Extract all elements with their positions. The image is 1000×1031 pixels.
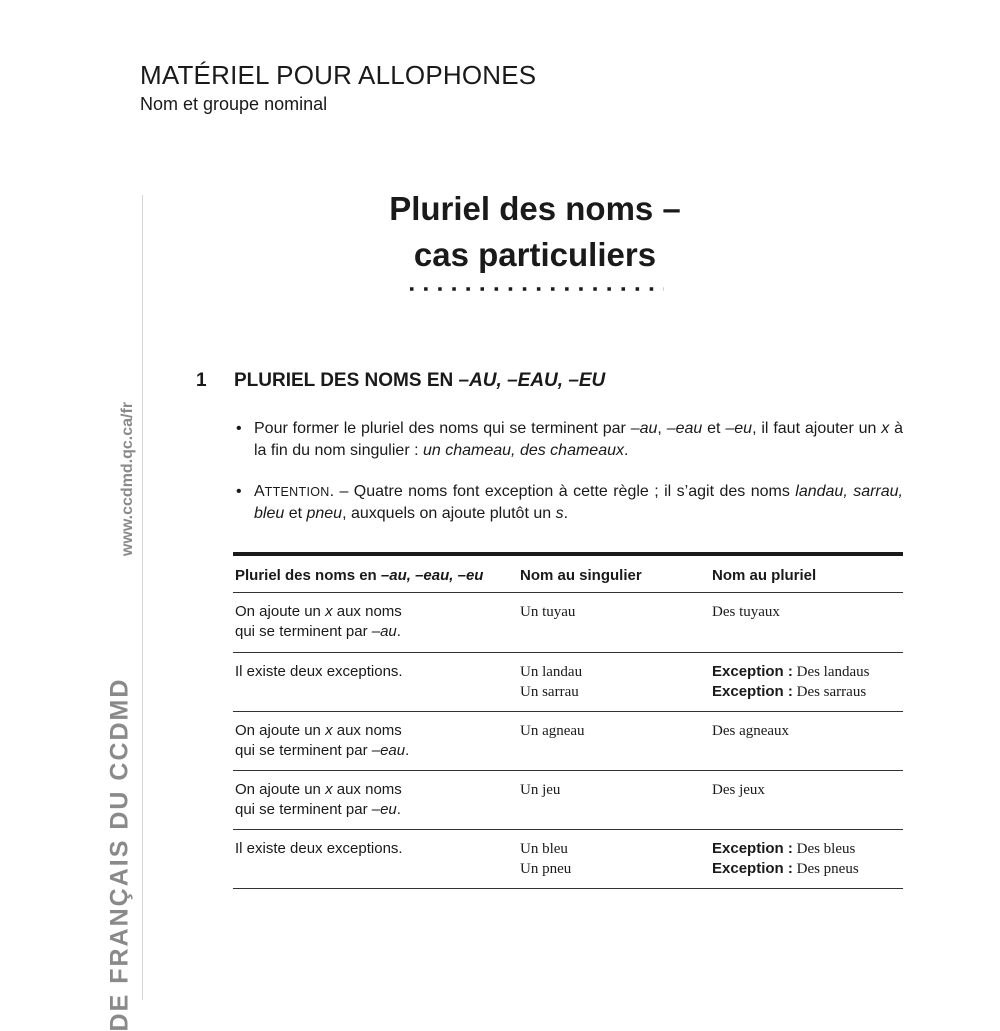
table-header-col1: Pluriel des noms en –au, –eau, –eu xyxy=(235,567,484,584)
table-row xyxy=(233,830,903,889)
bullet-attention xyxy=(238,481,903,525)
sidebar-url: www.ccdmd.qc.ca/fr xyxy=(119,401,136,557)
page-title xyxy=(350,186,720,278)
section-title-prefix: PLURIEL DES NOMS EN xyxy=(234,370,459,391)
rule-cell: On ajoute un x aux noms qui se terminent par –eu. xyxy=(235,781,402,818)
singular-cell: Un agneau xyxy=(520,723,585,739)
header-subtitle: Nom et groupe nominal xyxy=(140,94,328,114)
plural-cell: Des agneaux xyxy=(712,723,790,739)
section-number: 1 xyxy=(196,370,207,391)
rule-cell: Il existe deux exceptions. xyxy=(235,840,403,857)
bullet-rule xyxy=(238,418,903,462)
table-header-col2: Nom au singulier xyxy=(520,567,642,584)
singular-cell: Un bleu Un pneu xyxy=(520,841,572,877)
plural-table xyxy=(233,552,903,889)
bullet-dot: • xyxy=(236,420,242,437)
title-dotted-rule xyxy=(408,286,666,292)
bullet-attention-text: ATTENTION. – Quatre noms font exception à cette règle ; il s’agit des noms landau, sarrau, bleu et pneu, auxquels on ajoute plutôt un s. xyxy=(254,483,903,522)
rule-cell: Il existe deux exceptions. xyxy=(235,663,403,680)
singular-cell: Un landau Un sarrau xyxy=(520,664,583,700)
table-header-col3: Nom au pluriel xyxy=(712,567,817,584)
bullet-rule-text: Pour former le pluriel des noms qui se terminent par –au, –eau et –eu, il faut ajouter un x à la fin du nom singulier : un chameau, des chameaux. xyxy=(254,420,904,459)
page-title-line-1: Pluriel des noms – xyxy=(389,190,681,227)
section-title xyxy=(234,370,605,392)
header-title: MATÉRIEL POUR ALLOPHONES xyxy=(140,60,537,90)
plural-cell: Des tuyaux xyxy=(712,604,780,620)
table-header-row xyxy=(233,556,903,593)
table-row xyxy=(233,712,903,771)
bullet-dot: • xyxy=(236,483,242,500)
table-row xyxy=(233,593,903,653)
plural-cell: Exception : Des landaus Exception : Des sarraus xyxy=(712,663,870,700)
sidebar-brand: DE FRANÇAIS DU CCDMD xyxy=(105,677,134,1031)
section-title-suffixes: –AU, –EAU, –EU xyxy=(458,370,606,391)
singular-cell: Un tuyau xyxy=(520,604,576,620)
table-row xyxy=(233,653,903,712)
table-row xyxy=(233,771,903,830)
margin-divider xyxy=(142,195,143,1000)
singular-cell: Un jeu xyxy=(520,782,561,798)
rule-cell: On ajoute un x aux noms qui se terminent par –eau. xyxy=(235,722,410,759)
plural-cell: Exception : Des bleus Exception : Des pneus xyxy=(712,840,859,877)
plural-cell: Des jeux xyxy=(712,782,765,798)
page-title-line-2: cas particuliers xyxy=(413,236,657,273)
rule-cell: On ajoute un x aux noms qui se terminent par –au. xyxy=(235,603,402,640)
